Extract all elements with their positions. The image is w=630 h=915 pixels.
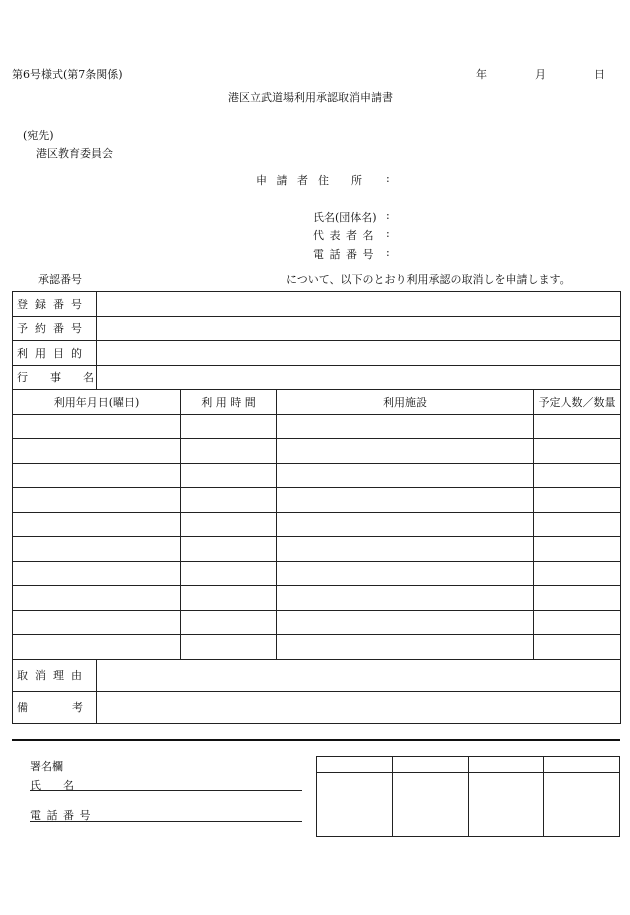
time-cell[interactable] [181,586,277,611]
usage-row [13,586,621,611]
usage-purpose-label: 利用目的 [13,341,97,366]
cancellation-reason-label: 取消理由 [13,659,97,691]
column-header-row [13,390,621,415]
quantity-cell[interactable] [534,561,621,586]
phone-label: 電 話 番 号 [313,248,375,261]
quantity-cell[interactable] [534,586,621,611]
cancellation-reason-field[interactable] [97,659,621,691]
date-cell[interactable] [13,586,181,611]
time-cell[interactable] [181,488,277,513]
quantity-cell[interactable] [534,537,621,562]
representative-colon: : [386,227,390,240]
signature-name-label: 氏 名 [30,779,74,792]
stamp-cell[interactable] [468,773,544,837]
remarks-label: 備考 [13,691,97,723]
form-title: 港区立武道場利用承認取消申請書 [228,91,393,104]
day-label: 日 [594,68,605,81]
event-name-label: 行事名 [13,365,97,390]
date-cell[interactable] [13,537,181,562]
usage-row [13,463,621,488]
quantity-cell[interactable] [534,414,621,439]
signature-phone-line[interactable] [30,821,302,822]
addressee-name: 港区教育委員会 [36,147,113,160]
stamp-cell[interactable] [392,773,468,837]
date-cell[interactable] [13,463,181,488]
usage-row [13,512,621,537]
remarks-row [13,691,621,723]
stamp-header-cell [468,757,544,773]
approval-number-label: 承認番号 [38,273,82,286]
column-header-date: 利用年月日(曜日) [13,390,181,415]
quantity-cell[interactable] [534,488,621,513]
facility-cell[interactable] [277,561,534,586]
facility-cell[interactable] [277,463,534,488]
facility-cell[interactable] [277,512,534,537]
quantity-cell[interactable] [534,635,621,660]
office-stamp-table [316,756,620,837]
date-cell[interactable] [13,512,181,537]
quantity-cell[interactable] [534,610,621,635]
info-row-reservation [13,316,621,341]
date-cell[interactable] [13,488,181,513]
stamp-header-cell [317,757,393,773]
stamp-header-cell [392,757,468,773]
stamp-header-cell [544,757,620,773]
stamp-cell[interactable] [544,773,620,837]
date-cell[interactable] [13,635,181,660]
usage-row [13,414,621,439]
address-label: 住 所 [318,174,362,187]
reservation-number-label: 予約番号 [13,316,97,341]
time-cell[interactable] [181,512,277,537]
statement-text: について、以下のとおり利用承認の取消しを申請します。 [286,273,571,286]
usage-row [13,537,621,562]
facility-cell[interactable] [277,635,534,660]
column-header-quantity: 予定人数／数量 [534,390,621,415]
quantity-cell[interactable] [534,512,621,537]
column-header-facility: 利用施設 [277,390,534,415]
signature-name-line[interactable] [30,790,302,791]
info-row-event [13,365,621,390]
applicant-label: 申 請 者 [256,174,311,187]
name-label: 氏名(団体名) [313,211,377,224]
info-row-purpose [13,341,621,366]
signature-section-label: 署名欄 [30,760,63,773]
time-cell[interactable] [181,610,277,635]
usage-purpose-field[interactable] [97,341,621,366]
usage-row [13,610,621,635]
event-name-field[interactable] [97,365,621,390]
month-label: 月 [535,68,546,81]
time-cell[interactable] [181,439,277,464]
address-colon: : [386,172,390,185]
quantity-cell[interactable] [534,463,621,488]
usage-row [13,439,621,464]
usage-row [13,635,621,660]
signature-phone-label: 電 話 番 号 [30,809,92,822]
time-cell[interactable] [181,463,277,488]
facility-cell[interactable] [277,610,534,635]
facility-cell[interactable] [277,439,534,464]
application-table [12,291,621,724]
section-divider [12,739,620,741]
remarks-field[interactable] [97,691,621,723]
registration-number-field[interactable] [97,292,621,317]
addressee-prefix: (宛先) [23,129,54,142]
year-label: 年 [476,68,487,81]
time-cell[interactable] [181,414,277,439]
time-cell[interactable] [181,561,277,586]
facility-cell[interactable] [277,586,534,611]
time-cell[interactable] [181,537,277,562]
name-colon: : [386,209,390,222]
date-cell[interactable] [13,414,181,439]
registration-number-label: 登録番号 [13,292,97,317]
quantity-cell[interactable] [534,439,621,464]
date-cell[interactable] [13,561,181,586]
reservation-number-field[interactable] [97,316,621,341]
usage-row [13,488,621,513]
facility-cell[interactable] [277,414,534,439]
form-number: 第6号様式(第7条関係) [12,68,123,81]
date-cell[interactable] [13,439,181,464]
representative-label: 代 表 者 名 [313,229,375,242]
facility-cell[interactable] [277,537,534,562]
column-header-time: 利 用 時 間 [181,390,277,415]
time-cell[interactable] [181,635,277,660]
cancellation-reason-row [13,659,621,691]
usage-row [13,561,621,586]
phone-colon: : [386,246,390,259]
stamp-cell[interactable] [317,773,393,837]
facility-cell[interactable] [277,488,534,513]
info-row-registration [13,292,621,317]
date-cell[interactable] [13,610,181,635]
